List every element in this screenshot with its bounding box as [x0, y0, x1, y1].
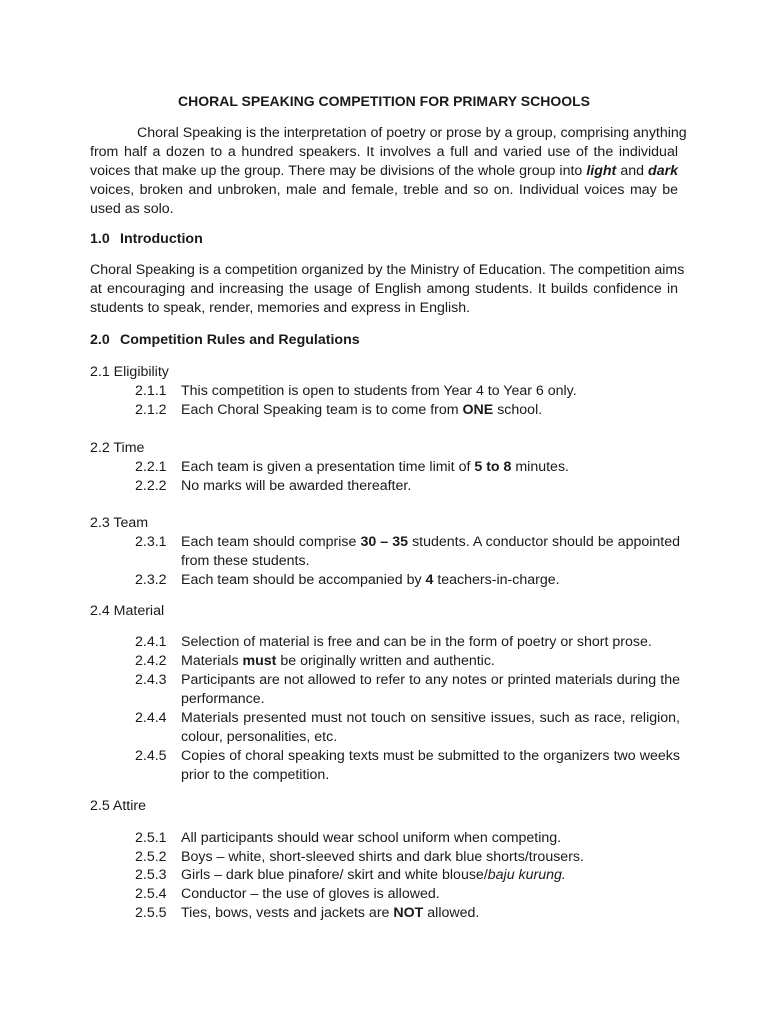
rule-text	[181, 709, 680, 747]
rule-text	[181, 747, 680, 785]
rule-line: from these students.	[181, 553, 310, 569]
document-title: CHORAL SPEAKING COMPETITION FOR PRIMARY SCHOOLS	[178, 93, 590, 109]
rule-item	[135, 904, 680, 923]
rule-text-part: minutes.	[511, 459, 569, 475]
rule-text-part: Girls – dark blue pinafore/ skirt and white blouse/	[181, 867, 488, 883]
intro-text: voices that make up the group. There may be divisions of the whole group into	[90, 163, 587, 179]
section-heading-introduction	[90, 230, 203, 249]
intro-paragraph	[90, 124, 687, 219]
intro-line: used as solo.	[90, 201, 174, 217]
rule-number: 2.4.3	[135, 672, 167, 688]
introduction-line: students to speak, render, memories and express in English.	[90, 300, 471, 316]
subsection-eligibility: 2.1 Eligibility	[90, 364, 169, 380]
rule-item	[135, 848, 680, 867]
rule-emphasis: must	[242, 653, 277, 669]
rule-number: 2.1.2	[135, 402, 167, 418]
rule-text	[181, 533, 680, 571]
subsection-team: 2.3 Team	[90, 515, 149, 531]
rule-text-part: be originally written and authentic.	[276, 653, 495, 669]
rule-text-part: Ties, bows, vests and jackets are	[181, 905, 394, 921]
introduction-line: Choral Speaking is a competition organized by the Ministry of Education. The competition aims	[90, 262, 685, 278]
section-title: Competition Rules and Regulations	[120, 332, 360, 348]
rule-number: 2.2.1	[135, 459, 167, 475]
rule-item	[135, 533, 680, 571]
section-number: 1.0	[90, 231, 110, 247]
rule-item	[135, 477, 680, 496]
rule-item	[135, 866, 680, 885]
rule-text-part: Each team should be accompanied by	[181, 572, 426, 588]
intro-line	[90, 162, 678, 181]
rule-text: All participants should wear school uniform when competing.	[181, 830, 562, 846]
rule-text: No marks will be awarded thereafter.	[181, 478, 412, 494]
rule-number: 2.4.2	[135, 653, 167, 669]
subsection-attire: 2.5 Attire	[90, 798, 146, 814]
rule-text	[181, 866, 680, 885]
rule-text-part: teachers-in-charge.	[433, 572, 560, 588]
section-number: 2.0	[90, 332, 110, 348]
rule-text-part: students. A conductor should be appointed	[408, 534, 681, 550]
rule-text	[181, 671, 680, 709]
rule-line: prior to the competition.	[181, 767, 330, 783]
intro-line: Choral Speaking is the interpretation of poetry or prose by a group, comprising anything	[137, 125, 687, 141]
rule-emphasis: 30 – 35	[360, 534, 409, 550]
rule-emphasis: NOT	[393, 905, 424, 921]
rule-line: Copies of choral speaking texts must be submitted to the organizers two weeks	[181, 748, 680, 764]
rule-line: Participants are not allowed to refer to any notes or printed materials during the	[181, 672, 680, 688]
rule-number: 2.2.2	[135, 478, 167, 494]
light-emphasis: light	[586, 163, 617, 179]
section-heading-rules	[90, 331, 360, 350]
rule-line: colour, personalities, etc.	[181, 729, 338, 745]
rule-text-part: Materials	[181, 653, 243, 669]
rule-number: 2.5.2	[135, 849, 167, 865]
rule-item	[135, 382, 680, 401]
introduction-line: at encouraging and increasing the usage of English among students. It builds confidence in	[90, 281, 678, 297]
rule-emphasis: ONE	[462, 402, 494, 418]
rule-text: Conductor – the use of gloves is allowed.	[181, 886, 440, 902]
rule-number: 2.4.5	[135, 748, 167, 764]
rule-line: performance.	[181, 691, 265, 707]
rule-item	[135, 747, 680, 785]
rule-item	[135, 885, 680, 904]
rule-item	[135, 401, 680, 420]
rule-text: This competition is open to students from Year 4 to Year 6 only.	[181, 383, 577, 399]
rule-number: 2.5.5	[135, 905, 167, 921]
intro-line: voices, broken and unbroken, male and female, treble and so on. Individual voices may be	[90, 182, 678, 198]
intro-text: and	[616, 163, 649, 179]
rule-number: 2.3.1	[135, 534, 167, 550]
dark-emphasis: dark	[648, 163, 678, 179]
rule-number: 2.3.2	[135, 572, 167, 588]
rule-line: Materials presented must not touch on sensitive issues, such as race, religion,	[181, 710, 680, 726]
rule-number: 2.4.1	[135, 634, 167, 650]
rule-text	[181, 401, 680, 420]
rule-text-part: Each Choral Speaking team is to come from	[181, 402, 463, 418]
subsection-material: 2.4 Material	[90, 603, 165, 619]
rule-text	[181, 652, 680, 671]
rule-italic: baju kurung.	[487, 867, 566, 883]
rule-item	[135, 571, 680, 590]
rule-line	[181, 533, 680, 552]
rule-text: Selection of material is free and can be in the form of poetry or short prose.	[181, 634, 652, 650]
section-title: Introduction	[120, 231, 203, 247]
rule-item	[135, 652, 680, 671]
rule-text	[181, 458, 680, 477]
rule-text	[181, 571, 680, 590]
rule-text-part: allowed.	[423, 905, 480, 921]
rule-number: 2.5.1	[135, 830, 167, 846]
introduction-paragraph	[90, 261, 685, 318]
rule-item	[135, 829, 680, 848]
subsection-time: 2.2 Time	[90, 440, 145, 456]
rule-number: 2.1.1	[135, 383, 167, 399]
rule-item	[135, 709, 680, 747]
rule-text-part: Each team should comprise	[181, 534, 361, 550]
rule-item	[135, 458, 680, 477]
rule-text	[181, 904, 680, 923]
rule-number: 2.5.4	[135, 886, 167, 902]
intro-line: from half a dozen to a hundred speakers. It involves a full and varied use of the individual	[90, 144, 678, 160]
rule-text: Boys – white, short-sleeved shirts and dark blue shorts/trousers.	[181, 849, 584, 865]
rule-emphasis: 5 to 8	[474, 459, 512, 475]
rule-number: 2.5.3	[135, 867, 167, 883]
rule-text-part: Each team is given a presentation time limit of	[181, 459, 475, 475]
rule-emphasis: 4	[425, 572, 434, 588]
rule-number: 2.4.4	[135, 710, 167, 726]
rule-text-part: school.	[493, 402, 543, 418]
rule-item	[135, 671, 680, 709]
rule-item	[135, 633, 680, 652]
